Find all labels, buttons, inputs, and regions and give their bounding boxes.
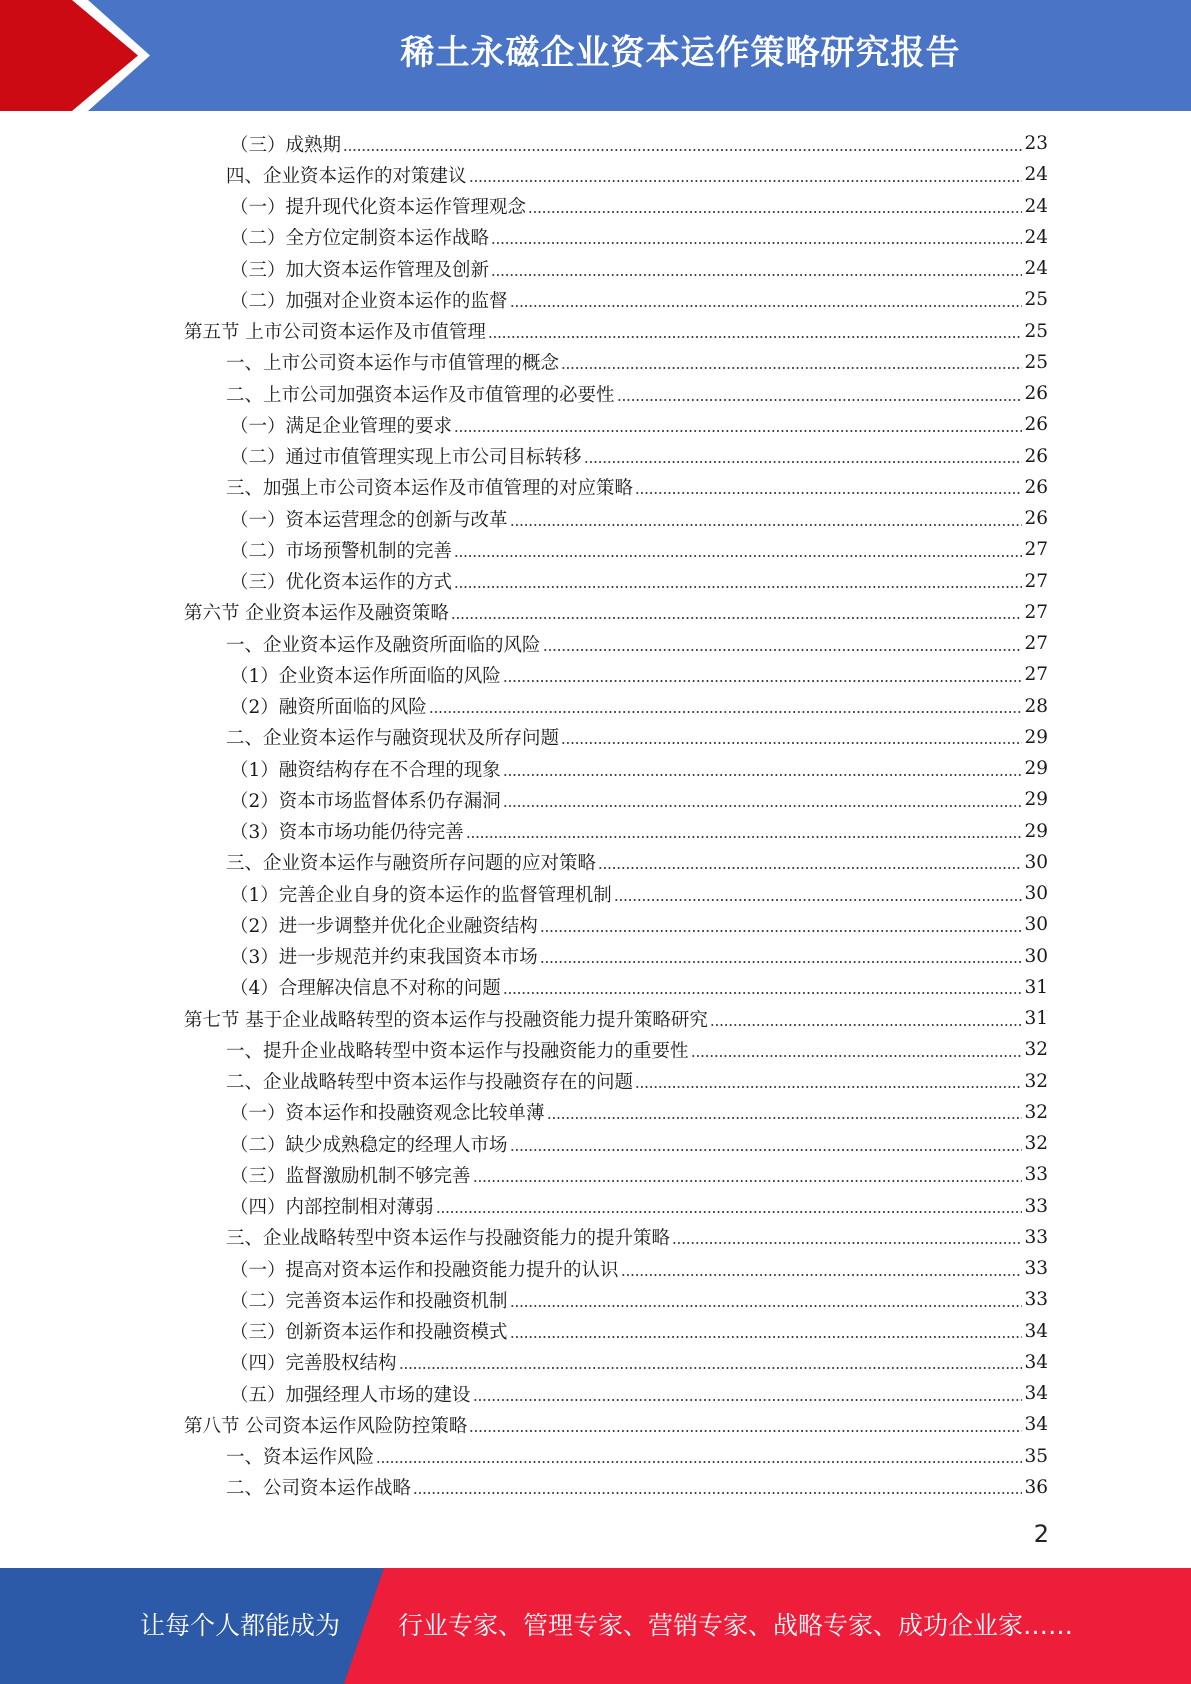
toc-entry[interactable]: [184, 659, 1048, 690]
toc-entry-label: 四、企业资本运作的对策建议: [226, 165, 467, 187]
toc-entry-page: 29: [1024, 789, 1048, 811]
toc-entry-page: 33: [1024, 1195, 1048, 1217]
toc-entry[interactable]: [184, 1316, 1048, 1347]
toc-dot-leader: [343, 148, 1022, 152]
toc-entry[interactable]: [184, 1378, 1048, 1409]
toc-entry[interactable]: [184, 378, 1048, 409]
toc-entry[interactable]: [184, 159, 1048, 190]
toc-entry-page: 26: [1024, 414, 1048, 436]
toc-entry-label: （三）成熟期: [230, 134, 342, 156]
toc-dot-leader: [614, 898, 1023, 902]
toc-entry-page: 34: [1024, 1320, 1048, 1342]
toc-entry[interactable]: [184, 628, 1048, 659]
toc-entry-page: 26: [1024, 476, 1048, 498]
toc-entry[interactable]: [184, 347, 1048, 378]
toc-entry[interactable]: [184, 1409, 1048, 1440]
toc-entry-label: （3）进一步规范并约束我国资本市场: [230, 947, 538, 969]
toc-dot-leader: [584, 460, 1023, 464]
toc-entry-label: （二）缺少成熟稳定的经理人市场: [230, 1134, 508, 1156]
toc-entry-page: 29: [1024, 726, 1048, 748]
toc-dot-leader: [510, 523, 1023, 527]
toc-dot-leader: [429, 710, 1023, 714]
table-of-contents: [184, 128, 1048, 1503]
toc-dot-leader: [547, 1116, 1023, 1120]
toc-dot-leader: [503, 679, 1023, 683]
toc-entry[interactable]: [184, 566, 1048, 597]
toc-entry-label: 第六节 企业资本运作及融资策略: [184, 603, 449, 625]
toc-entry[interactable]: [184, 441, 1048, 472]
report-title: 稀土永磁企业资本运作策略研究报告: [400, 33, 961, 73]
toc-entry-label: （4）合理解决信息不对称的问题: [230, 978, 501, 1000]
toc-entry-label: （二）完善资本运作和投融资机制: [230, 1290, 508, 1312]
toc-entry[interactable]: [184, 409, 1048, 440]
toc-dot-leader: [454, 429, 1022, 433]
toc-entry[interactable]: [184, 534, 1048, 565]
toc-dot-leader: [454, 554, 1022, 558]
toc-dot-leader: [510, 1335, 1023, 1339]
toc-dot-leader: [598, 866, 1022, 870]
toc-entry-label: 二、企业战略转型中资本运作与投融资存在的问题: [226, 1072, 634, 1094]
toc-dot-leader: [491, 241, 1022, 245]
toc-dot-leader: [376, 1460, 1022, 1464]
toc-entry-label: 二、企业资本运作与融资现状及所存问题: [226, 728, 560, 750]
toc-entry-page: 30: [1024, 945, 1048, 967]
toc-entry-page: 33: [1024, 1258, 1048, 1280]
toc-entry[interactable]: [184, 316, 1048, 347]
toc-dot-leader: [691, 1054, 1023, 1058]
toc-entry[interactable]: [184, 1253, 1048, 1284]
toc-dot-leader: [528, 210, 1022, 214]
toc-entry[interactable]: [184, 472, 1048, 503]
toc-dot-leader: [491, 273, 1022, 277]
toc-entry[interactable]: [184, 284, 1048, 315]
toc-entry-page: 31: [1024, 1008, 1048, 1030]
toc-entry[interactable]: [184, 1097, 1048, 1128]
toc-entry-label: 三、加强上市公司资本运作及市值管理的对应策略: [226, 478, 634, 500]
toc-entry[interactable]: [184, 1066, 1048, 1097]
toc-dot-leader: [399, 1366, 1023, 1370]
toc-entry-label: （1）融资结构存在不合理的现象: [230, 759, 501, 781]
toc-entry-page: 34: [1024, 1414, 1048, 1436]
toc-entry-label: （五）加强经理人市场的建设: [230, 1384, 471, 1406]
toc-entry-page: 26: [1024, 445, 1048, 467]
toc-dot-leader: [454, 585, 1022, 589]
toc-dot-leader: [617, 398, 1023, 402]
toc-entry-page: 24: [1024, 195, 1048, 217]
toc-entry[interactable]: [184, 722, 1048, 753]
toc-entry-page: 26: [1024, 383, 1048, 405]
toc-entry-label: 三、企业战略转型中资本运作与投融资能力的提升策略: [226, 1228, 671, 1250]
toc-entry-page: 34: [1024, 1383, 1048, 1405]
toc-dot-leader: [503, 773, 1023, 777]
toc-entry-label: 第五节 上市公司资本运作及市值管理: [184, 322, 486, 344]
toc-entry-page: 27: [1024, 539, 1048, 561]
toc-entry-label: （二）加强对企业资本运作的监督: [230, 290, 508, 312]
toc-dot-leader: [473, 1398, 1023, 1402]
toc-entry[interactable]: [184, 909, 1048, 940]
toc-entry[interactable]: [184, 753, 1048, 784]
toc-entry[interactable]: [184, 1222, 1048, 1253]
toc-entry-page: 25: [1024, 351, 1048, 373]
toc-entry-label: 一、提升企业战略转型中资本运作与投融资能力的重要性: [226, 1040, 689, 1062]
toc-entry[interactable]: [184, 1472, 1048, 1503]
toc-entry-page: 30: [1024, 883, 1048, 905]
toc-dot-leader: [473, 1179, 1023, 1183]
toc-entry-page: 33: [1024, 1289, 1048, 1311]
toc-dot-leader: [503, 804, 1023, 808]
toc-entry-label: 第七节 基于企业战略转型的资本运作与投融资能力提升策略研究: [184, 1009, 708, 1031]
toc-entry-page: 32: [1024, 1070, 1048, 1092]
toc-entry[interactable]: [184, 1284, 1048, 1315]
toc-entry-label: （三）监督激励机制不够完善: [230, 1165, 471, 1187]
toc-dot-leader: [635, 1085, 1022, 1089]
toc-entry-page: 26: [1024, 508, 1048, 530]
toc-entry-label: （2）进一步调整并优化企业融资结构: [230, 915, 538, 937]
toc-dot-leader: [561, 741, 1022, 745]
toc-entry-label: （2）融资所面临的风险: [230, 697, 427, 719]
toc-entry-label: （一）资本运营理念的创新与改革: [230, 509, 508, 531]
toc-entry-page: 30: [1024, 914, 1048, 936]
toc-dot-leader: [469, 179, 1023, 183]
toc-dot-leader: [488, 335, 1023, 339]
toc-dot-leader: [510, 1148, 1023, 1152]
toc-entry[interactable]: [184, 1159, 1048, 1190]
toc-entry-page: 27: [1024, 570, 1048, 592]
toc-entry[interactable]: [184, 941, 1048, 972]
toc-entry[interactable]: [184, 1441, 1048, 1472]
toc-dot-leader: [621, 1273, 1023, 1277]
toc-entry-label: （二）全方位定制资本运作战略: [230, 228, 490, 250]
toc-entry-label: 一、资本运作风险: [226, 1447, 375, 1469]
toc-entry[interactable]: [184, 597, 1048, 628]
toc-entry-label: （三）加大资本运作管理及创新: [230, 259, 490, 281]
toc-entry-page: 27: [1024, 601, 1048, 623]
toc-entry-label: 二、公司资本运作战略: [226, 1478, 412, 1500]
toc-entry-label: （三）优化资本运作的方式: [230, 572, 453, 594]
toc-dot-leader: [540, 929, 1023, 933]
toc-entry[interactable]: [184, 1003, 1048, 1034]
page-footer: [0, 1568, 1191, 1684]
toc-entry-page: 24: [1024, 226, 1048, 248]
toc-entry[interactable]: [184, 222, 1048, 253]
toc-entry-page: 33: [1024, 1164, 1048, 1186]
toc-entry-page: 32: [1024, 1101, 1048, 1123]
toc-entry-page: 32: [1024, 1039, 1048, 1061]
toc-entry-page: 32: [1024, 1133, 1048, 1155]
toc-entry-label: （二）通过市值管理实现上市公司目标转移: [230, 447, 582, 469]
toc-entry-label: （一）资本运作和投融资观念比较单薄: [230, 1103, 545, 1125]
toc-entry-label: （3）资本市场功能仍待完善: [230, 822, 464, 844]
toc-entry-label: （一）提升现代化资本运作管理观念: [230, 197, 527, 219]
footer-slogan-left: 让每个人都能成为: [140, 1611, 341, 1640]
toc-dot-leader: [710, 1023, 1023, 1027]
toc-entry[interactable]: [184, 191, 1048, 222]
toc-entry-label: （四）内部控制相对薄弱: [230, 1197, 434, 1219]
toc-entry-page: 30: [1024, 851, 1048, 873]
toc-entry[interactable]: [184, 128, 1048, 159]
toc-dot-leader: [672, 1241, 1022, 1245]
page-header: [0, 0, 1191, 111]
toc-dot-leader: [469, 1429, 1022, 1433]
toc-dot-leader: [540, 960, 1023, 964]
toc-entry[interactable]: [184, 503, 1048, 534]
toc-entry-label: （二）市场预警机制的完善: [230, 540, 453, 562]
page-number: 2: [1033, 1520, 1049, 1548]
toc-entry[interactable]: [184, 1347, 1048, 1378]
toc-entry-page: 34: [1024, 1351, 1048, 1373]
toc-dot-leader: [561, 366, 1022, 370]
toc-entry-label: （2）资本市场监督体系仍存漏洞: [230, 790, 501, 812]
toc-entry-page: 25: [1024, 320, 1048, 342]
toc-entry-page: 24: [1024, 164, 1048, 186]
toc-dot-leader: [543, 648, 1023, 652]
toc-dot-leader: [436, 1210, 1023, 1214]
toc-entry-label: 一、上市公司资本运作与市值管理的概念: [226, 353, 560, 375]
toc-dot-leader: [635, 491, 1022, 495]
toc-entry-label: （1）完善企业自身的资本运作的监督管理机制: [230, 884, 612, 906]
toc-entry-page: 33: [1024, 1226, 1048, 1248]
toc-entry-page: 29: [1024, 820, 1048, 842]
toc-entry-page: 28: [1024, 695, 1048, 717]
toc-entry[interactable]: [184, 972, 1048, 1003]
toc-entry-label: 二、上市公司加强资本运作及市值管理的必要性: [226, 384, 615, 406]
toc-entry[interactable]: [184, 816, 1048, 847]
toc-entry-page: 24: [1024, 258, 1048, 280]
toc-entry-label: （四）完善股权结构: [230, 1353, 397, 1375]
toc-entry-label: 第八节 公司资本运作风险防控策略: [184, 1415, 468, 1437]
toc-entry[interactable]: [184, 878, 1048, 909]
toc-dot-leader: [451, 616, 1023, 620]
toc-entry-page: 23: [1024, 133, 1048, 155]
toc-entry-page: 25: [1024, 289, 1048, 311]
toc-entry[interactable]: [184, 847, 1048, 878]
toc-dot-leader: [503, 991, 1023, 995]
toc-entry-page: 29: [1024, 758, 1048, 780]
toc-entry-page: 36: [1024, 1476, 1048, 1498]
toc-dot-leader: [510, 1304, 1023, 1308]
toc-entry[interactable]: [184, 784, 1048, 815]
toc-entry-label: （三）创新资本运作和投融资模式: [230, 1322, 508, 1344]
toc-dot-leader: [413, 1491, 1022, 1495]
footer-slogan-right: 行业专家、管理专家、营销专家、战略专家、成功企业家……: [398, 1611, 1074, 1640]
toc-dot-leader: [466, 835, 1023, 839]
toc-entry-label: 三、企业资本运作与融资所存问题的应对策略: [226, 853, 597, 875]
toc-dot-leader: [510, 304, 1023, 308]
toc-entry-label: （1）企业资本运作所面临的风险: [230, 665, 501, 687]
toc-entry-page: 31: [1024, 976, 1048, 998]
toc-entry[interactable]: [184, 691, 1048, 722]
toc-entry-label: （一）提高对资本运作和投融资能力提升的认识: [230, 1259, 619, 1281]
toc-entry[interactable]: [184, 1034, 1048, 1065]
toc-entry-label: 一、企业资本运作及融资所面临的风险: [226, 634, 541, 656]
toc-entry-page: 27: [1024, 633, 1048, 655]
toc-entry[interactable]: [184, 1191, 1048, 1222]
toc-entry[interactable]: [184, 253, 1048, 284]
toc-entry[interactable]: [184, 1128, 1048, 1159]
toc-entry-page: 27: [1024, 664, 1048, 686]
toc-entry-label: （一）满足企业管理的要求: [230, 415, 453, 437]
toc-entry-page: 35: [1024, 1445, 1048, 1467]
